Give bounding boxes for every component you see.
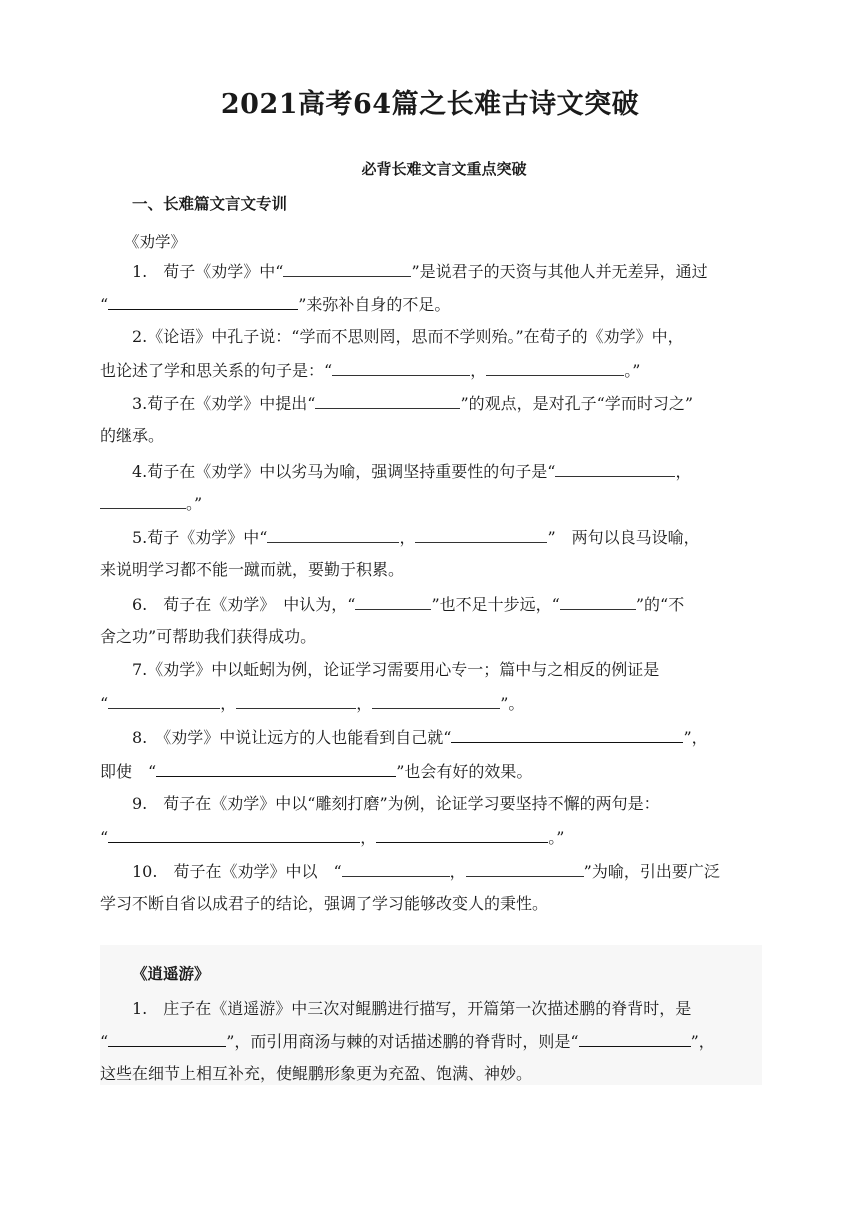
xiaoyaoyou-question-1-cont2: 这些在细节上相互补充，使鲲鹏形象更为充盈、饱满、神妙。 xyxy=(100,1064,533,1083)
question-4-cont: 。” xyxy=(100,490,202,514)
answer-blank[interactable] xyxy=(415,524,547,543)
question-1-cont: “ ”来弥补自身的不足。 xyxy=(100,291,450,315)
answer-blank[interactable] xyxy=(555,458,675,477)
question-9: 9. 荀子在《劝学》中以“雕刻打磨”为例，论证学习要坚持不懈的两句是： xyxy=(132,794,660,813)
answer-blank[interactable] xyxy=(108,1028,226,1047)
answer-blank[interactable] xyxy=(100,490,186,509)
question-3: 3.荀子在《劝学》中提出“ ”的观点，是对孔子“学而时习之” xyxy=(132,390,693,414)
page-title: 2021高考64篇之长难古诗文突破 xyxy=(220,89,640,120)
answer-blank[interactable] xyxy=(108,824,360,843)
answer-blank[interactable] xyxy=(355,591,431,610)
question-4: 4.荀子在《劝学》中以劣马为喻，强调坚持重要性的句子是“ ， xyxy=(132,458,691,482)
answer-blank[interactable] xyxy=(315,390,460,409)
answer-blank[interactable] xyxy=(560,591,636,610)
answer-blank[interactable] xyxy=(108,690,220,709)
answer-blank[interactable] xyxy=(486,357,624,376)
answer-blank[interactable] xyxy=(283,258,411,277)
section-heading: 一、长难篇文言文专训 xyxy=(132,195,288,213)
answer-blank[interactable] xyxy=(342,858,450,877)
answer-blank[interactable] xyxy=(372,690,500,709)
answer-blank[interactable] xyxy=(236,690,356,709)
question-10-cont: 学习不断自省以成君子的结论，强调了学习能够改变人的秉性。 xyxy=(100,894,549,913)
subtitle: 必背长难文言文重点突破 xyxy=(361,160,527,178)
xiaoyaoyou-question-1: 1. 庄子在《逍遥游》中三次对鲲鹏进行描写，开篇第一次描述鹏的脊背时，是 xyxy=(132,999,692,1018)
question-2-cont: 也论述了学和思关系的句子是：“ ， 。” xyxy=(100,357,640,381)
question-8-cont: 即使 “ ”也会有好的效果。 xyxy=(100,758,532,782)
answer-blank[interactable] xyxy=(108,291,298,310)
question-5-cont: 来说明学习都不能一蹴而就，要勤于积累。 xyxy=(100,560,405,579)
answer-blank[interactable] xyxy=(466,858,584,877)
question-7: 7.《劝学》中以蚯蚓为例，论证学习需要用心专一；篇中与之相反的例证是 xyxy=(132,660,660,679)
question-5: 5.荀子《劝学》中“ ， ” 两句以良马设喻， xyxy=(132,524,700,548)
question-2: 2.《论语》中孔子说：“学而不思则罔，思而不学则殆。”在荀子的《劝学》中， xyxy=(132,327,684,346)
xiaoyaoyou-question-1-cont: “ ”，而引用商汤与棘的对话描述鹏的脊背时，则是“ ”， xyxy=(100,1028,715,1052)
question-9-cont: “ ， 。” xyxy=(100,824,564,848)
answer-blank[interactable] xyxy=(156,758,396,777)
question-7-cont: “ ， ， ”。 xyxy=(100,690,524,714)
question-6-cont: 舍之功”可帮助我们获得成功。 xyxy=(100,627,317,646)
answer-blank[interactable] xyxy=(376,824,548,843)
answer-blank[interactable] xyxy=(267,524,399,543)
question-8: 8. 《劝学》中说让远方的人也能看到自己就“ ”， xyxy=(132,724,708,748)
answer-blank[interactable] xyxy=(332,357,470,376)
subsection-title-quanxue: 《劝学》 xyxy=(124,233,187,251)
subsection-title-xiaoyaoyou: 《逍遥游》 xyxy=(132,965,210,983)
question-10: 10. 荀子在《劝学》中以 “ ， ”为喻，引出要广泛 xyxy=(132,858,720,882)
question-1: 1. 荀子《劝学》中“ ”是说君子的天资与其他人并无差异，通过 xyxy=(132,258,708,282)
answer-blank[interactable] xyxy=(451,724,683,743)
question-3-cont: 的继承。 xyxy=(100,426,165,445)
answer-blank[interactable] xyxy=(579,1028,691,1047)
question-6: 6. 荀子在《劝学》 中认为，“ ”也不足十步远，“ ”的“不 xyxy=(132,591,684,615)
